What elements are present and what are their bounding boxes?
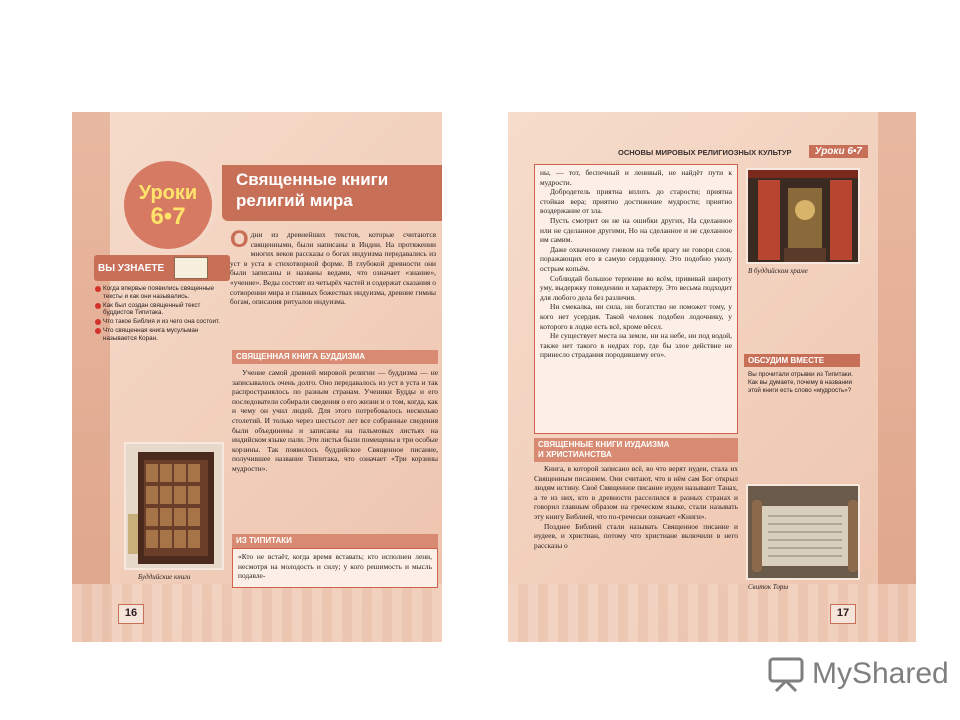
left-margin-strip — [72, 112, 110, 642]
learn-list — [94, 285, 230, 343]
torah-scroll-photo — [746, 484, 860, 580]
quote-line: Ни смекалка, ни сила, ни богатство не поможет тому, у кого нет усердия. Такой человек подобен лодочнику, у которого в лодке есть всё, кроме вёсел. — [540, 302, 732, 331]
quote-line: Добродетель приятна вплоть до старости; приятна стойкая вера; приятно достижение мудрости; приятно воздержание от зла. — [540, 187, 732, 216]
chapter-title-line1: Священные книги — [236, 170, 389, 189]
judaism-text: Книга, в которой записано всё, во что верят иудеи, стала их Священным писанием. Они считают, что в нём сам Бог открыл людям истину. Своё Священное писание иудеи называют Танах, а те из них, кто в древности расселился в разных странах и говорил главным образом на греческом языке, стали называть эту книгу Библией, что по-гречески означает «Книги». — [534, 464, 738, 521]
learn-box-title: ВЫ УЗНАЕТЕ — [98, 262, 165, 274]
dropcap: О — [230, 226, 249, 253]
judaism-text: Позднее Библией стали называть Священное писание и иудеев, и христиан, потому что христиане включили в него рассказы о — [534, 521, 738, 550]
running-header-title: ОСНОВЫ МИРОВЫХ РЕЛИГИОЗНЫХ КУЛЬТУР — [618, 148, 792, 157]
open-book-icon — [174, 257, 208, 279]
chapter-title-line2: религий мира — [236, 191, 353, 210]
page-number-right: 17 — [830, 604, 856, 624]
scroll-illustration — [748, 486, 860, 580]
right-page — [508, 112, 916, 642]
section-heading-judaism-line1: СВЯЩЕННЫЕ КНИГИ ИУДАИЗМА — [538, 440, 670, 449]
discuss-box — [744, 354, 860, 394]
learn-item: Когда впервые появились священные тексты и как они назывались. — [94, 285, 230, 301]
discuss-box-text: Вы прочитали отрывки из Типитаки. Как вы думаете, почему в названии этой книги есть слово «мудрость»? — [748, 371, 853, 394]
tipitaka-quote-continued — [534, 164, 738, 434]
page-number-left: 16 — [118, 604, 144, 624]
lesson-badge — [120, 157, 216, 253]
temple-photo — [746, 168, 860, 264]
buddhist-books-photo — [124, 442, 224, 570]
intro-paragraph — [230, 226, 436, 307]
quote-line: ны, — тот, беспечный и ленивый, не найдёт пути к мудрости. — [540, 168, 732, 187]
presentation-board-icon — [766, 655, 806, 693]
learn-item: Как был создан священный текст буддистов Типитака. — [94, 302, 230, 318]
section-heading-judaism-line2: И ХРИСТИАНСТВА — [538, 450, 612, 459]
temple-illustration — [748, 170, 860, 264]
photo-caption-temple: В буддийском храме — [748, 267, 808, 275]
buddhism-paragraph — [232, 368, 438, 474]
chapter-title — [222, 165, 442, 221]
section-heading-judaism — [534, 438, 738, 462]
lesson-badge-line1: Уроки — [138, 182, 198, 204]
quote-line: Соблюдай большое терпение во всём, прививай широту уму, выдержку поведению и характеру. Это весьма подходит для любого дела без различия. — [540, 273, 732, 302]
learn-item: Что священная книга мусульман называется Коран. — [94, 327, 230, 343]
quote-line: Пусть смотрит он не на ошибки других, На сделанное или не сделанное другими, Но на сделанное и не сделанное им самим. — [540, 215, 732, 245]
photo-caption-torah: Свиток Торы — [748, 583, 789, 591]
judaism-paragraph — [534, 464, 738, 550]
discuss-box-header: ОБСУДИМ ВМЕСТЕ — [744, 354, 860, 367]
quote-continued-text — [540, 168, 732, 360]
tipitaka-quote-box — [232, 548, 438, 588]
tipitaka-quote: «Кто не встаёт, когда время вставать; кто исполнен лени, несмотря на молодость и силу; у кого решимость и мысль подавле- — [238, 552, 432, 581]
learn-box — [94, 255, 230, 344]
left-page — [72, 112, 442, 642]
right-margin-strip — [878, 112, 916, 642]
learn-item: Что такое Библия и из чего она состоит. — [94, 318, 230, 326]
intro-text: дни из древнейших текстов, которые считаются священными, были написаны в Индии. На протяжении многих веков рассказы о богах индуизма передавались из уст в уста в стихотворной форме. В глубокой древности они были записаны и названы ведами, что означает «знание», «учение». Веды состоят из четырёх частей и содержат сказания о сотворении мира и главных божествах индуизма, древние гимны богам, описания ритуалов индуизма. — [230, 230, 436, 307]
quote-line: Не существует места на земле, ни на небе, ни под водой, также нет такого в недрах гор, где бы злое действие не принесло страдания породившему его». — [540, 331, 732, 360]
section-heading-buddhism: СВЯЩЕННАЯ КНИГА БУДДИЗМА — [232, 350, 438, 364]
quote-line: Даже охваченному гневом на тебя врагу не говори слов, поражающих его в самую сердцевину. Это подобно уколу острым копьём. — [540, 244, 732, 273]
photo-caption-books: Буддийские книги — [138, 573, 191, 581]
bookshelf-illustration — [126, 444, 224, 570]
section-heading-tipitaka: ИЗ ТИПИТАКИ — [232, 534, 438, 548]
running-header — [538, 148, 916, 162]
watermark — [766, 655, 949, 693]
watermark-text: MyShared — [812, 657, 949, 690]
buddhism-text: Учение самой древней мировой религии — буддизма — не записывалось очень долго. Оно передавалось из уст в уста и так распространялось по разным странам. Ученики Будды и его последователи собирали сведения о его жизни и о том, когда, как и чему он учил людей. Для этого потребовалось несколько столетий. И только через шестьсот лет все собранные сведения были объединены и записаны на пальмовых листьях на индийском языке пали. Эти листья были помещены в три особые корзины. Так появилось буддийское Священное писание, получившее название Типитака, что означает «Три корзины мудрости». — [232, 368, 438, 473]
learn-box-header — [94, 255, 230, 281]
lesson-badge-line2: 6•7 — [150, 203, 186, 230]
running-header-lessons: Уроки 6•7 — [809, 145, 868, 158]
